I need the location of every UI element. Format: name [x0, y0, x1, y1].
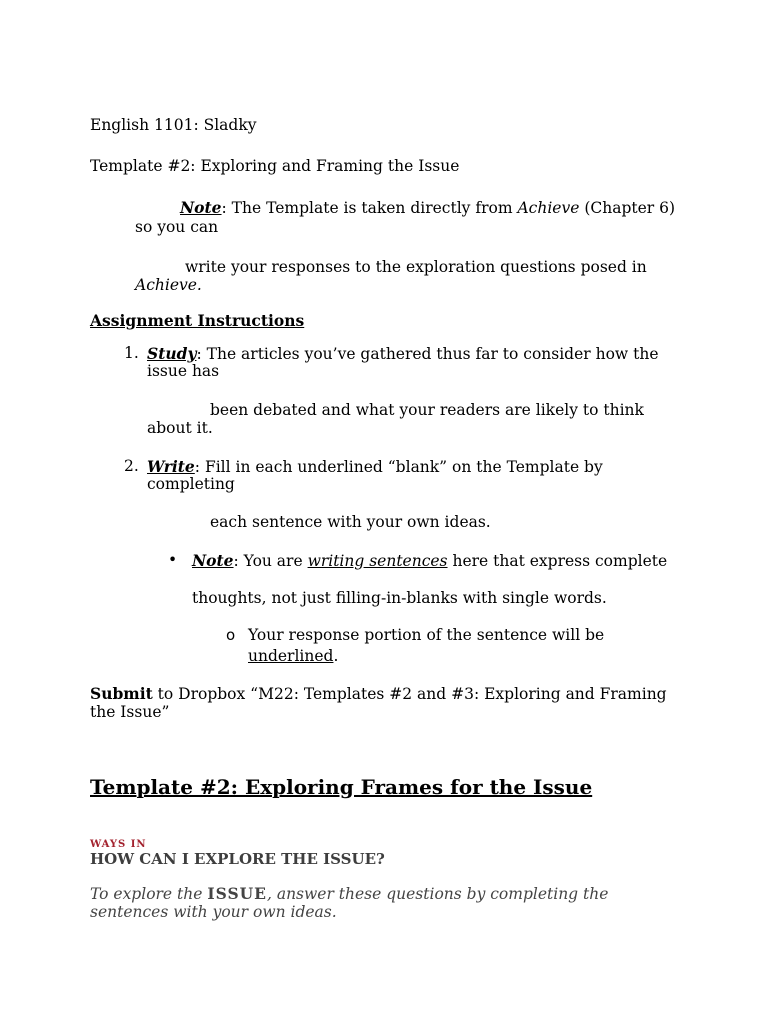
note-chapter: (Chapter 6) [579, 199, 676, 217]
instructions-heading: Assignment Instructions [90, 311, 305, 330]
bullet-marker: • [168, 551, 178, 569]
item-2-line-1 [147, 457, 603, 477]
sub-bullet-marker: o [226, 626, 236, 644]
item-2-line-3: each sentence with your own ideas. [210, 513, 491, 531]
note-line-4: Achieve. [135, 276, 202, 294]
bullet-note-label: Note [192, 551, 234, 570]
sub-bullet-line-1: Your response portion of the sentence will be [248, 626, 605, 644]
note-achieve: Achieve [517, 199, 580, 217]
study-label: Study [147, 344, 197, 363]
explore-intro-line-1 [90, 884, 608, 904]
note-text: : The Template is taken directly from [221, 199, 518, 217]
bullet-line-2: thoughts, not just filling-in-blanks with single words. [192, 589, 607, 607]
explore-intro-line-2: sentences with your own ideas. [90, 903, 337, 921]
bullet-line-1 [192, 551, 667, 571]
item-1-line-1 [147, 344, 659, 364]
sub-bullet-line-2 [248, 647, 338, 666]
item-1-line-3: been debated and what your readers are likely to think [210, 401, 644, 419]
bullet-text-after: here that express complete [447, 552, 668, 570]
submit-line-1 [90, 684, 667, 704]
write-label: Write [147, 457, 195, 476]
list-number-1: 1. [124, 344, 139, 362]
underlined-word: underlined [248, 647, 334, 665]
template-title-line: Template #2: Exploring and Framing the Issue [90, 157, 460, 175]
intro-before: To explore the [90, 885, 208, 903]
item-1-line-2: issue has [147, 362, 220, 380]
note-line-2: so you can [135, 218, 219, 236]
submit-label: Submit [90, 684, 153, 703]
note-line-3: write your responses to the exploration questions posed in [185, 258, 647, 276]
list-number-2: 2. [124, 457, 139, 475]
bullet-emphasis: writing sentences [307, 552, 448, 570]
intro-issue-keyword: ISSUE [207, 884, 267, 903]
sub-bullet-period: . [333, 647, 339, 665]
bullet-text-before: : You are [233, 552, 308, 570]
note-label: Note [180, 198, 222, 217]
section-title: Template #2: Exploring Frames for the Issue [90, 775, 593, 799]
note-line-1 [180, 198, 675, 218]
write-text: : Fill in each underlined “blank” on the Template by [194, 458, 603, 476]
submit-line-2: the Issue” [90, 703, 170, 721]
submit-text: to Dropbox “M22: Templates #2 and #3: Exploring and Framing [152, 685, 667, 703]
item-2-line-2: completing [147, 475, 235, 493]
course-line: English 1101: Sladky [90, 116, 257, 134]
item-1-line-4: about it. [147, 419, 213, 437]
explore-question-heading: HOW CAN I EXPLORE THE ISSUE? [90, 850, 385, 868]
intro-after: , answer these questions by completing the [266, 885, 609, 903]
ways-in-kicker: WAYS IN [90, 839, 147, 850]
study-text: : The articles you’ve gathered thus far to consider how the [196, 345, 659, 363]
